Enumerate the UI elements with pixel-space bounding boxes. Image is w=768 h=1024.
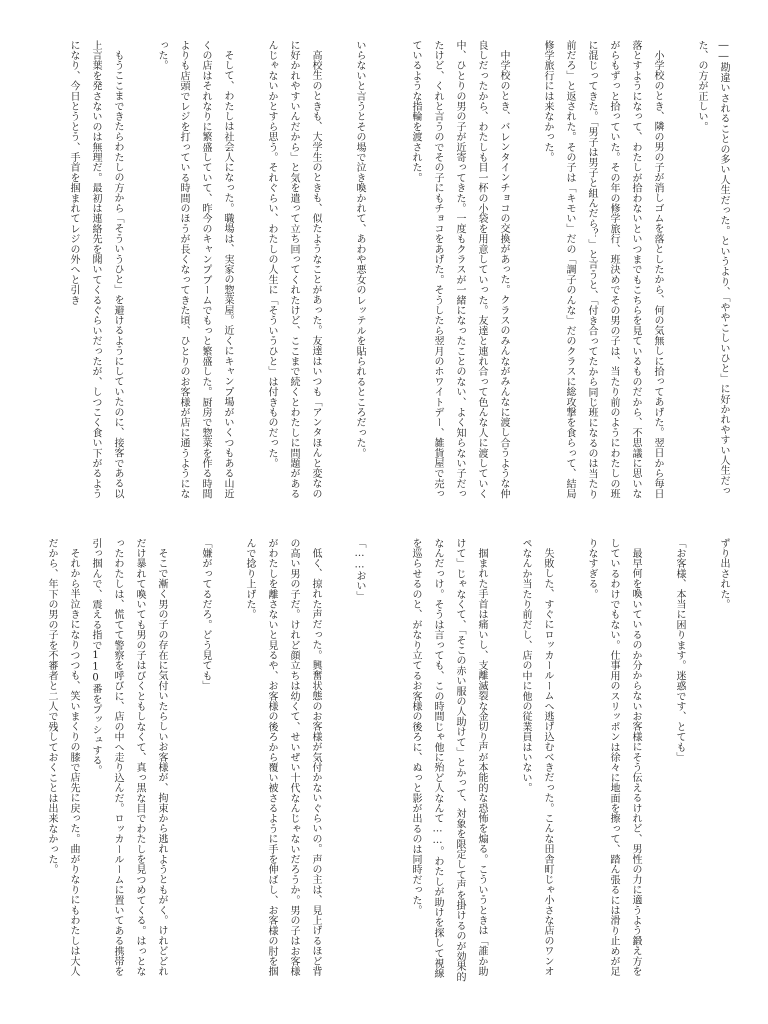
paragraph: 小学校のとき、隣の男の子が消しゴムを落としたから、何の気無しに拾ってあげた。翌日から毎日落とすようになって、わたしが拾わないといつまでもこちらを見ているものだから、不思議に思いながらもずっと拾っていた。その年の修学旅行、班決めでその男の子は、当たり前のようにわたしの班に混じってきた。「男子は男子と組んだら？」と言うと、「付き合ってたから同じ班になるのは当たり前だろ」と返された。その子は「キモい」だの「調子のんな」だのクラスに総攻撃を食らって、結局修学旅行には来なかった。 (542, 40, 663, 500)
blank-line (238, 40, 260, 508)
dialogue-line: ずり出された。 (718, 538, 729, 610)
paragraph: 掴まれた手首は痛いし、支離滅裂な金切り声が本能的な恐怖を煽る。こういうときは「誰か助けて」じゃなくて、「そこの赤い服の人助けて」とかって、対象を限定して声を掛けるのが効果的なんだっけ。そうは言っても、この時間じゃ他に殆ど人なんて……。わたしが助けを探して視線を巡らせるのと、がなり立てるお客様の後ろに、ぬっと影が出るのは同時だった。 (410, 538, 487, 982)
dialogue-line: 「お客様、本当に困ります。迷惑です、とても」 (674, 538, 685, 763)
paragraph: そして、わたしは社会人になった。職場は、実家の惣菜屋。近くにキャンプ場がいくつもある山近くの店はそれなりに繁盛していて、昨今のキャンプブームでもっと繁盛した。厨房で惣菜を作る時間よりも店頭でレジを打っている時間のほうが長くなってきた頃、ひとりのお客様が店に通うようになった。 (156, 40, 233, 499)
blank-line (558, 538, 580, 986)
dialogue-line: いらないと言うとその場で泣き喚かれて、あわや悪女のレッテルを貼られるところだった。 (354, 40, 365, 459)
blank-line (646, 538, 668, 986)
paragraph: もうここまできたらわたしの方から「そういうひと」を避けるようにしていたのに、接客である以上言葉を発さないのは無理だ。最初は連絡先を聞いてくるぐらいだったが、しつこく食い下がるようになり、今日とうとう、手首を掴まれてレジの外へと引き (68, 40, 123, 499)
blank-line (128, 40, 150, 508)
blank-line (492, 538, 514, 986)
blank-line (690, 538, 712, 986)
text-block-bottom-left (34, 538, 370, 986)
dialogue-line: 「……おい」 (354, 538, 365, 602)
paragraph: 失敗した、すぐにロッカールームへ逃げ込むべきだった。こんな田舎町じゃ小さな店のワンオペなんか当たり前だし、店の中に他の従業員はいない。 (520, 538, 553, 977)
blank-line (326, 538, 348, 986)
dialogue-line: ――勘違いされることの多い人生だった。というより、「ややこしいひと」に好かれやすい人生だった、の方が正しい。 (696, 40, 729, 496)
paragraph: 高校生のときも、大学生のときも、似たようなことがあった。友達はいつも「アンタほんと変なのに好かれやすいんだから」と気を遣って立ち回ってくれたけど、ここまで続くとわたしに問題があるんじゃないかとすら思う。それぐらい、わたしの人生に「そういうひと」は付きものだった。 (266, 40, 321, 499)
paragraph: 低く、掠れた声だった。興奮状態のお客様が気付かないぐらいの。声の主は、見上げるほど背の高い男の子だ。けれど顔立ちは幼くて、せいぜい十代なんじゃないだろうか。男の子はお客様がわたしを離さないと見るや、お客様の後ろから覆い被さるように手を伸ばし、お客様の肘を掴んで捻り上げた。 (244, 538, 321, 977)
paragraph: そこで漸く男の子の存在に気付いたらしいお客様が、拘束から逃れようともがく。けれどどれだけ暴れて喚いても男の子はびくともしなくて、真っ黒な目でわたしを見つめてくる。はっとなったわたしは、慌てて警察を呼びに、店の中へ走り込んだ。ロッカールームに置いてある携帯を引っ掴んで、震える指で110番をプッシュする。 (90, 538, 167, 977)
blank-line (326, 40, 348, 508)
paragraph: それから半泣きになりつつも、笑いまくりの膝で店先に戻った。曲がりなりにもわたしは大人だから、年下の男の子を不審者と二人で残しておくことは出来なかった。 (46, 538, 79, 977)
blank-line (216, 538, 238, 986)
text-block-bottom-right (392, 538, 734, 986)
blank-line (172, 538, 194, 986)
blank-line (514, 40, 536, 508)
text-block-top-right (392, 40, 734, 508)
blank-line (668, 40, 690, 508)
paragraph: 中学校のとき、バレンタインチョコの交換があった。クラスのみんながみんなに渡し合うような仲良しだったから、わたしも目一杯の小袋を用意していった。友達と連れ合って色んな人に渡していく中、ひとりの男の子が近寄ってきた。一度もクラスが一緒になったことのない、よく知らない子だったけど、くれと言うのでその子にもチョコをあげた。そうしたら翌月のホワイトデー、雑貨屋で売っているような指輪を渡された。 (410, 40, 509, 499)
paragraph: 最早何を喚いているのか分からないお客様にそう伝えるけれど、男性の力に適うよう鍛え方をしているわけでもない。仕事用のスリッポンは徐々に地面を擦って、踏ん張るには滑り止めが足りなすぎる。 (586, 538, 641, 977)
dialogue-line: 「嫌がってるだろ。どう見ても」 (200, 538, 211, 691)
text-block-top-left (34, 40, 370, 508)
